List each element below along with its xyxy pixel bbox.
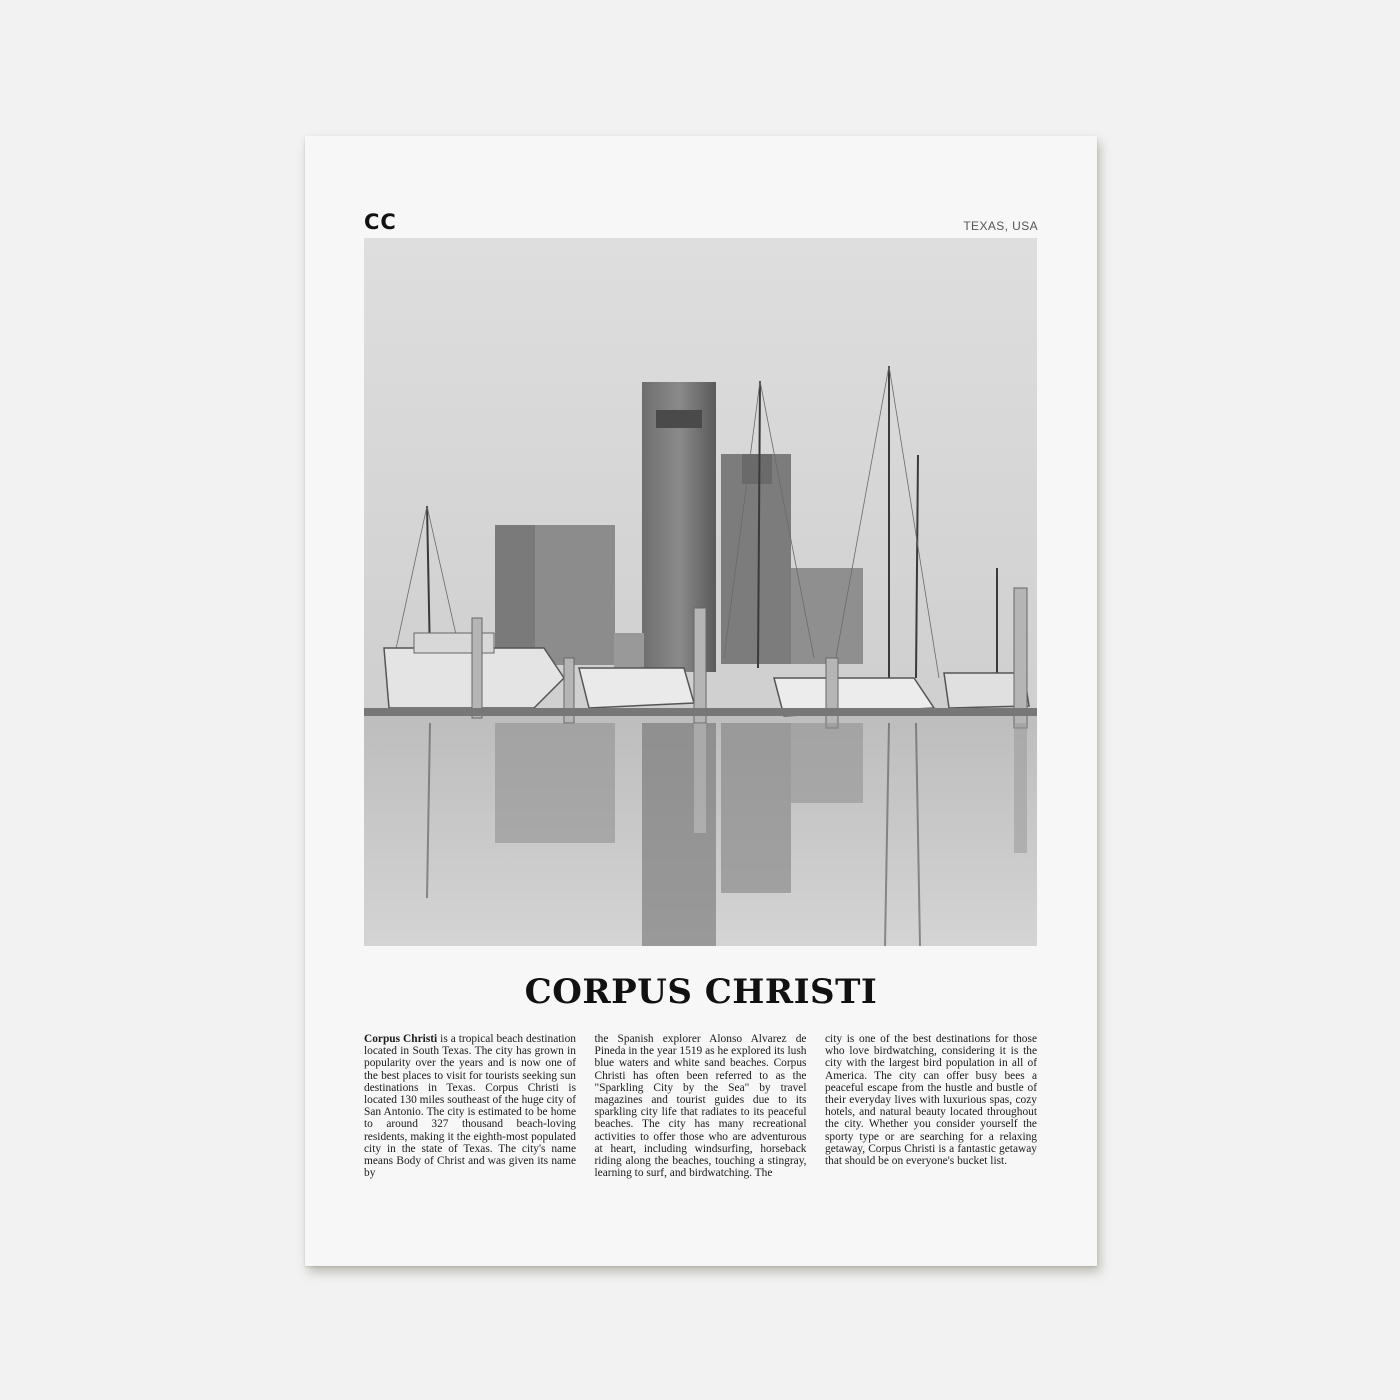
poster-title: CORPUS CHRISTI [524, 972, 878, 1012]
photo-illustration [364, 238, 1037, 946]
region-label: TEXAS, USA [963, 219, 1038, 233]
lead-city-name: Corpus Christi [364, 1033, 438, 1045]
description-column-3: city is one of the best destinations for those who love birdwatching, considering it is the city with the largest bird population in all of America. The city can offer busy bees a peaceful escape from the hustle and bustle of their everyday lives with luxurious spas, cozy hotels, and natural beauty located throughout the city. Whether you consider yourself the sporty type or are searching for a relaxing getaway, Corpus Christi is a fantastic getaway that should be on everyone's bucket list. [825, 1033, 1037, 1168]
description-columns [364, 1033, 1037, 1179]
city-abbreviation: CC [364, 210, 397, 234]
marina-skyline-photo [364, 238, 1037, 946]
poster [305, 136, 1097, 1266]
column-1-text: is a tropical beach destination located in South Texas. The city has grown in popularity over the years and is now one of the best places to visit for tourists seeking sun destinations in Texas. Corpus Christi is located 130 miles southeast of the huge city of San Antonio. The city is estimated to be home to around 327 thousand beach-loving residents, making it the eighth-most populated city in the state of Texas. The city's name means Body of Christ and was given its name by [364, 1033, 576, 1180]
description-column-1 [364, 1033, 576, 1179]
description-column-2: the Spanish explorer Alonso Alvarez de Pineda in the year 1519 as he explored its lush blue waters and white sand beaches. Corpus Christi has often been referred to as the "Sparkling City by the Sea" by travel magazines and tourist guides due to its sparkling city life that radiates to its peaceful beaches. The city has many recreational activities to offer those who are adventurous at heart, including windsurfing, horseback riding along the beaches, touching a stingray, learning to surf, and birdwatching. The [594, 1033, 807, 1180]
